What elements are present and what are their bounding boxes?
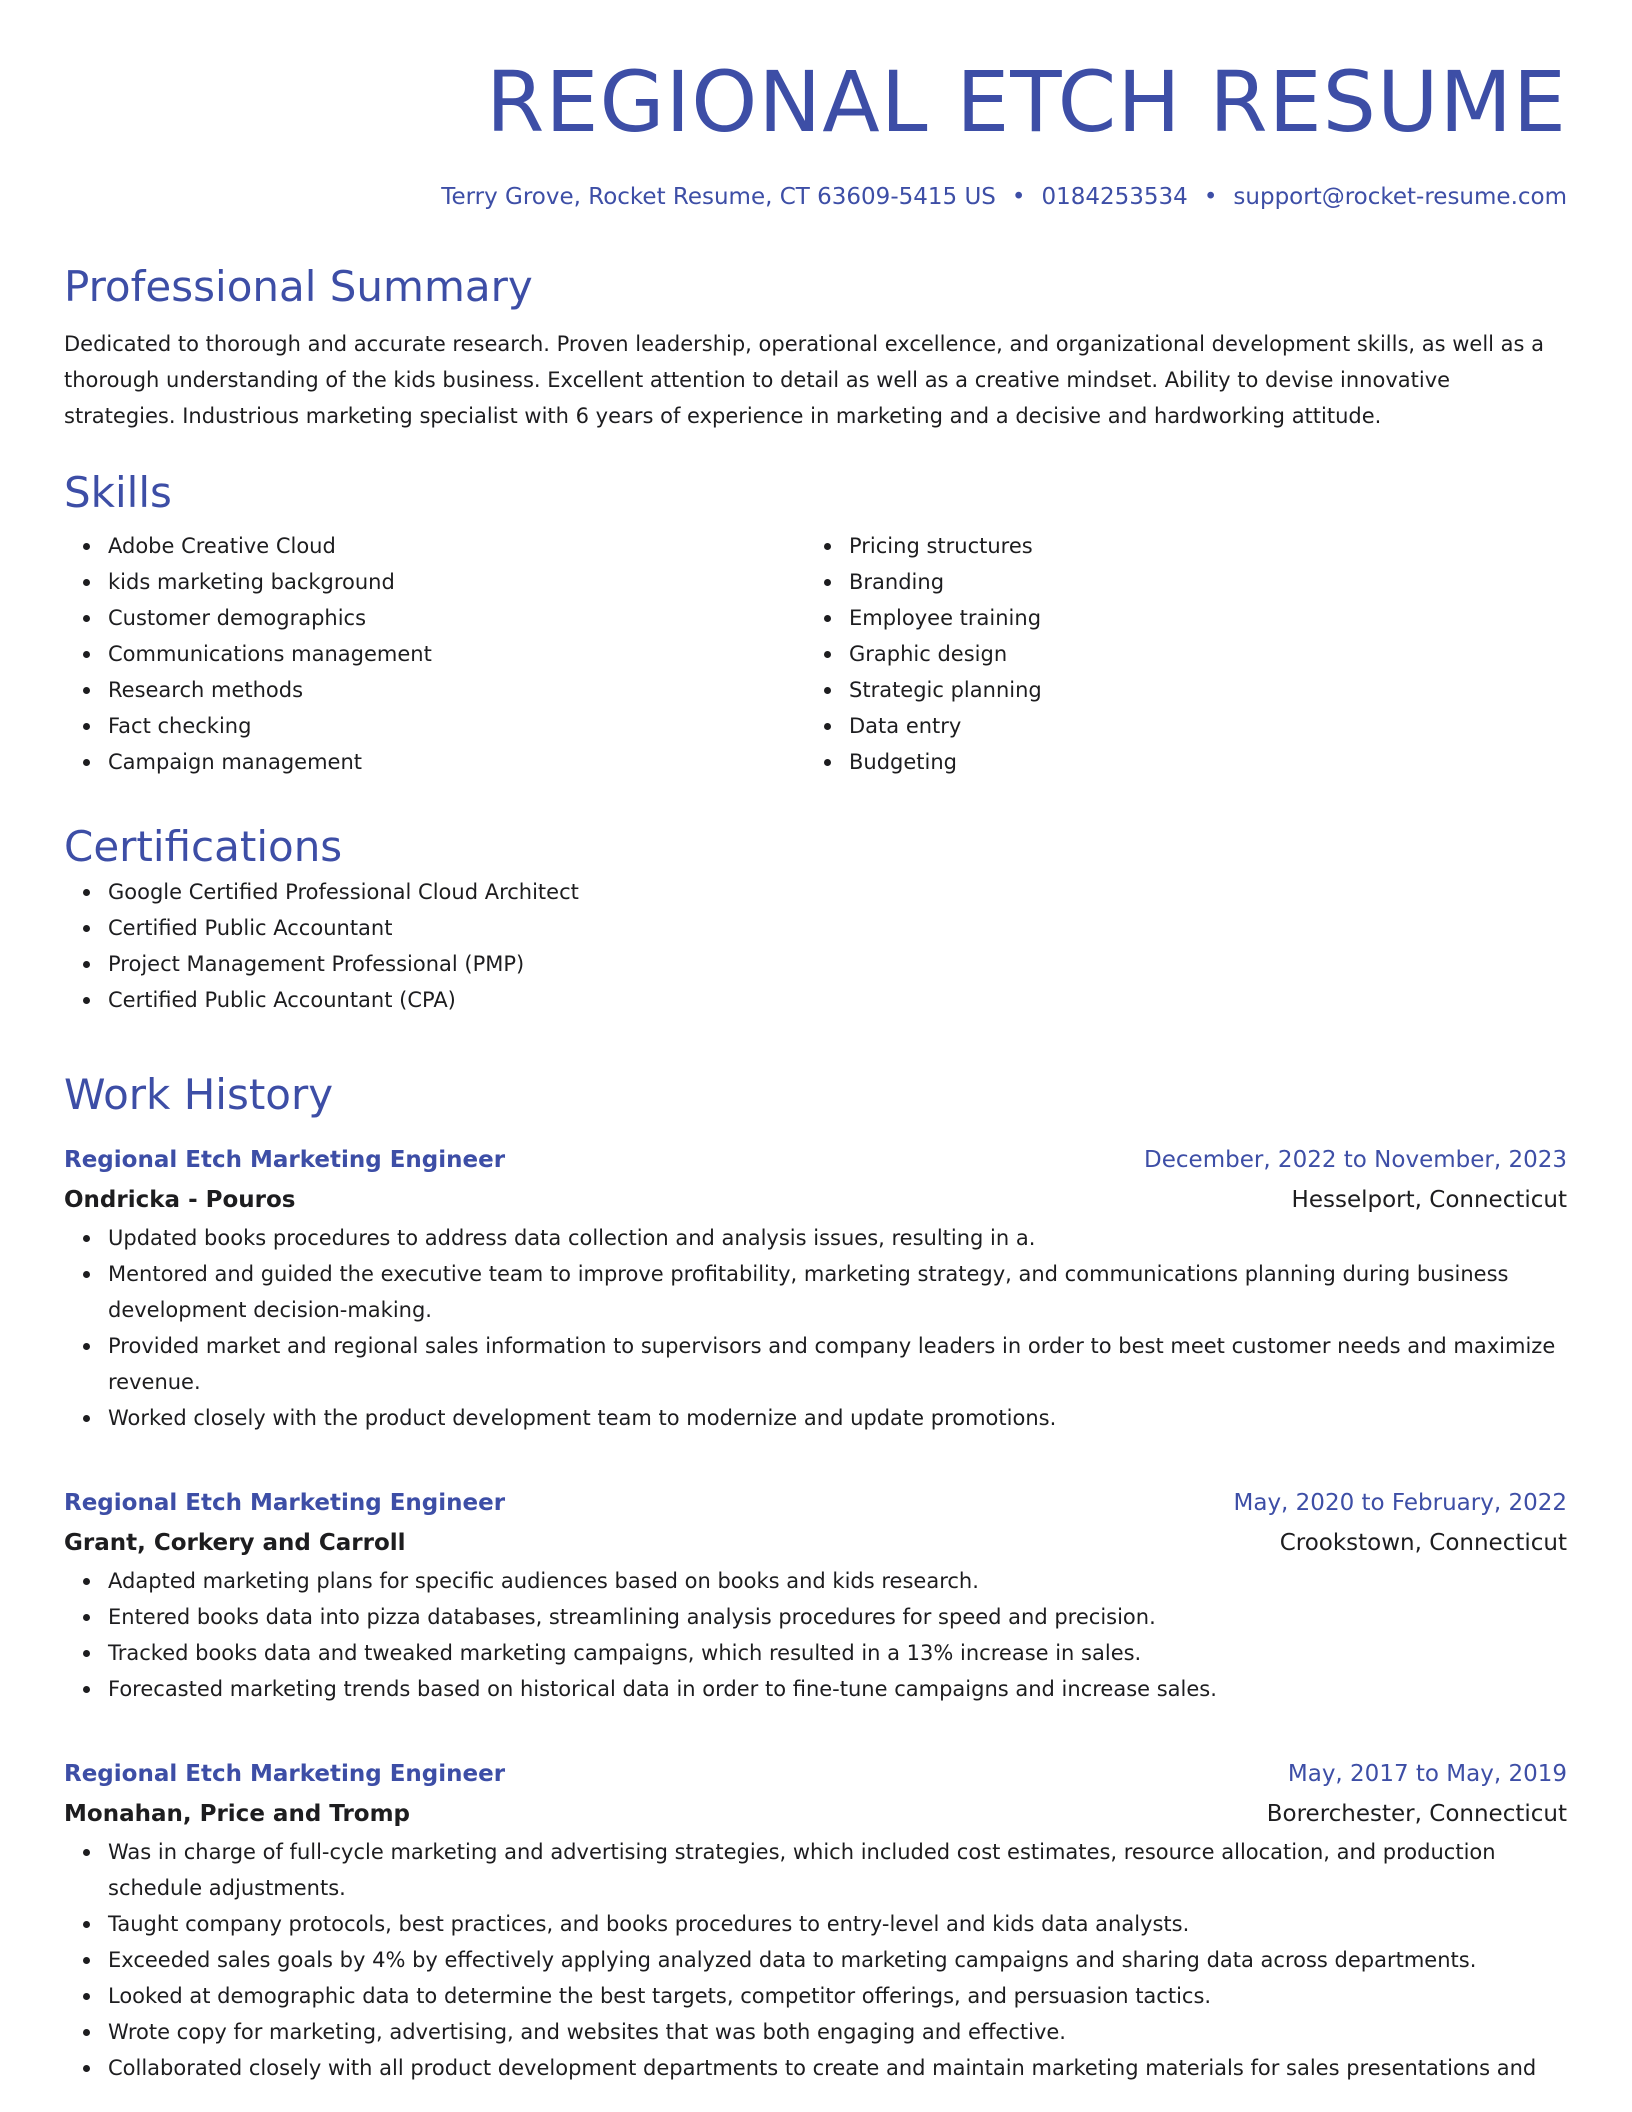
job-title: Regional Etch Marketing Engineer <box>64 1147 506 1173</box>
list-item: Updated books procedures to address data collection and analysis issues, resulting in a. <box>108 1220 1567 1256</box>
list-item: Certified Public Accountant (CPA) <box>108 982 1567 1018</box>
list-item: Collaborated closely with all product development departments to create and maintain marketing materials for sales presentations and <box>108 2050 1567 2086</box>
job-bullet-list <box>64 1834 1567 2086</box>
list-item: Entered books data into pizza databases, streamlining analysis procedures for speed and precision. <box>108 1599 1567 1635</box>
contact-line <box>441 181 1567 213</box>
job-dates: May, 2020 to February, 2022 <box>1233 1490 1567 1516</box>
list-item: Branding <box>849 564 1611 600</box>
list-item: Campaign management <box>108 744 805 780</box>
job-title: Regional Etch Marketing Engineer <box>64 1761 506 1787</box>
list-item: Research methods <box>108 672 805 708</box>
job-header-row <box>64 1754 1567 1794</box>
list-item: Provided market and regional sales information to supervisors and company leaders in order to best meet customer needs and maximize revenue. <box>108 1328 1567 1400</box>
summary-text: Dedicated to thorough and accurate research. Proven leadership, operational excellence, and organizational development skills, as well as a thorough understanding of the kids business. Excellent attention to detail as well as a creative mindset. Ability to devise innovative strategies. Industrious marketing specialist with 6 years of experience in marketing and a decisive and hardworking attitude. <box>64 332 1545 428</box>
list-item: Adapted marketing plans for specific audiences based on books and kids research. <box>108 1563 1567 1599</box>
summary-section <box>64 260 1567 434</box>
list-item: Taught company protocols, best practices, and books procedures to entry-level and kids data analysts. <box>108 1906 1567 1942</box>
contact-email: support@rocket-resume.com <box>1233 184 1567 210</box>
job-entry <box>64 1140 1567 1436</box>
job-company: Grant, Corkery and Carroll <box>64 1530 406 1556</box>
contact-phone: 0184253534 <box>1041 184 1188 210</box>
skills-heading: Skills <box>64 468 172 517</box>
list-item: Looked at demographic data to determine the best targets, competitor offerings, and persuasion tactics. <box>108 1978 1567 2014</box>
job-company-row <box>64 1180 1567 1220</box>
list-item: Was in charge of full-cycle marketing and advertising strategies, which included cost estimates, resource allocation, and production schedule adjustments. <box>108 1834 1567 1906</box>
list-item: Worked closely with the product development team to modernize and update promotions. <box>108 1400 1567 1436</box>
job-entry <box>64 1483 1567 1707</box>
list-item: Strategic planning <box>849 672 1611 708</box>
skills-columns <box>64 528 1567 780</box>
list-item: Project Management Professional (PMP) <box>108 946 1567 982</box>
list-item: Exceeded sales goals by 4% by effectively applying analyzed data to marketing campaigns and sharing data across departments. <box>108 1942 1567 1978</box>
job-title: Regional Etch Marketing Engineer <box>64 1490 506 1516</box>
list-item: Communications management <box>108 636 805 672</box>
list-item: Mentored and guided the executive team to improve profitability, marketing strategy, and communications planning during business development decision-making. <box>108 1256 1567 1328</box>
job-company: Ondricka - Pouros <box>64 1187 296 1213</box>
contact-separator: • <box>1203 184 1218 210</box>
job-entry <box>64 1754 1567 2086</box>
certifications-heading: Certifications <box>64 822 343 871</box>
contact-address: Terry Grove, Rocket Resume, CT 63609-5415 US <box>441 184 996 210</box>
list-item: Pricing structures <box>849 528 1611 564</box>
job-header-row <box>64 1483 1567 1523</box>
skills-list-right <box>805 528 1611 780</box>
list-item: Google Certified Professional Cloud Architect <box>108 874 1567 910</box>
job-location: Hesselport, Connecticut <box>1291 1187 1567 1213</box>
job-company: Monahan, Price and Tromp <box>64 1801 411 1827</box>
list-item: Employee training <box>849 600 1611 636</box>
skills-list-left <box>64 528 805 780</box>
list-item: Graphic design <box>849 636 1611 672</box>
job-header-row <box>64 1140 1567 1180</box>
list-item: Certified Public Accountant <box>108 910 1567 946</box>
list-item: Tracked books data and tweaked marketing campaigns, which resulted in a 13% increase in sales. <box>108 1635 1567 1671</box>
list-item: Fact checking <box>108 708 805 744</box>
job-company-row <box>64 1794 1567 1834</box>
list-item: kids marketing background <box>108 564 805 600</box>
list-item: Budgeting <box>849 744 1611 780</box>
skills-section <box>64 466 1567 780</box>
job-dates: December, 2022 to November, 2023 <box>1144 1147 1567 1173</box>
job-company-row <box>64 1523 1567 1563</box>
certifications-list <box>64 874 1567 1018</box>
list-item: Adobe Creative Cloud <box>108 528 805 564</box>
job-bullet-list <box>64 1220 1567 1436</box>
resume-name: REGIONAL ETCH RESUME <box>486 53 1567 151</box>
list-item: Customer demographics <box>108 600 805 636</box>
list-item: Forecasted marketing trends based on historical data in order to fine-tune campaigns and increase sales. <box>108 1671 1567 1707</box>
job-bullet-list <box>64 1563 1567 1707</box>
job-location: Crookstown, Connecticut <box>1279 1530 1567 1556</box>
work-history-heading: Work History <box>64 1070 334 1119</box>
summary-heading: Professional Summary <box>64 262 533 311</box>
job-location: Borerchester, Connecticut <box>1266 1801 1567 1827</box>
certifications-section <box>64 820 1567 1018</box>
work-history-section <box>64 1068 1567 2080</box>
contact-separator: • <box>1011 184 1026 210</box>
job-dates: May, 2017 to May, 2019 <box>1287 1761 1567 1787</box>
list-item: Wrote copy for marketing, advertising, and websites that was both engaging and effective. <box>108 2014 1567 2050</box>
list-item: Data entry <box>849 708 1611 744</box>
